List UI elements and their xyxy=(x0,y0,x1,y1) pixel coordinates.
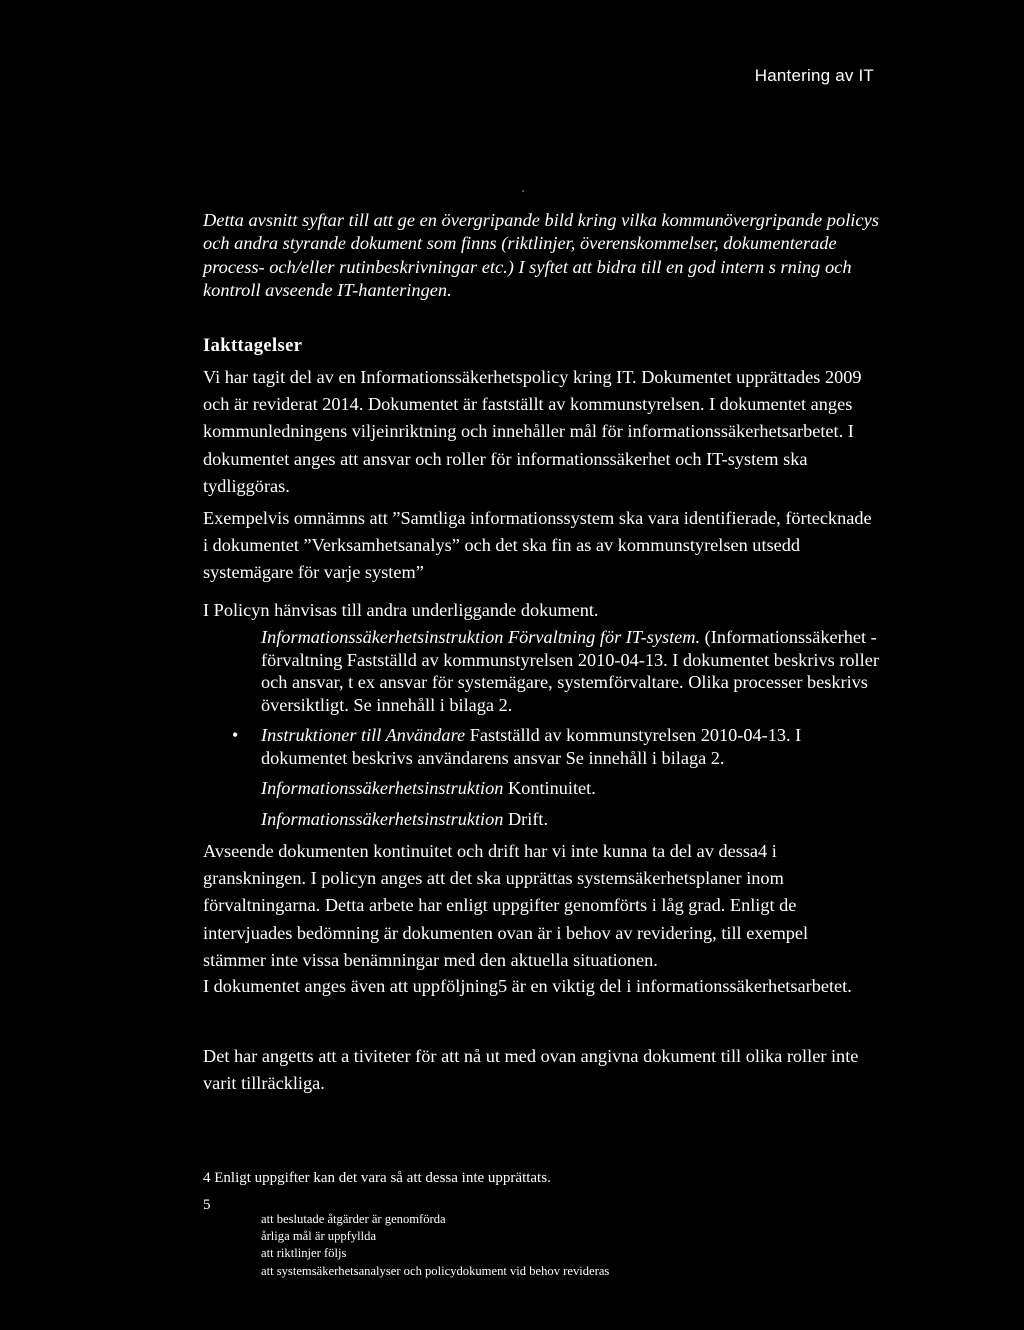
document-description: Fastställd av kommunstyrelsen 2010-04-13. I dokumentet beskrivs användarens ansvar Se innehåll i bilaga 2. xyxy=(261,725,802,768)
paragraph-continuity-drift: Avseende dokumenten kontinuitet och drift har vi inte kunna ta del av dessa4 i granskningen. I policyn anges att det ska upprättas systemsäkerhetsplaner inom förvaltningarna. Detta arbete har enligt uppgifter genomförts i låg grad. Enligt de intervjuades bedömning är dokumenten ovan är i behov av revidering, till exempel stämmer inte vissa benämningar med den aktuella situationen. xyxy=(203,841,809,970)
document-title: Informationssäkerhetsinstruktion Förvaltning för IT-system. xyxy=(261,627,701,647)
document-list xyxy=(203,626,883,838)
footnote-4: 4 Enligt uppgifter kan det vara så att dessa inte upprättats. xyxy=(203,1170,551,1186)
document-title: Informationssäkerhetsinstruktion xyxy=(261,808,504,829)
document-description: Kontinuitet. xyxy=(503,778,596,798)
document-list-item xyxy=(203,626,883,716)
document-list-item xyxy=(203,777,883,800)
scan-artifact-dot xyxy=(522,190,524,192)
footnote-5-list xyxy=(261,1211,609,1280)
paragraph-follow-up: I dokumentet anges även att uppföljning5 är en viktig del i informationssäkerhetsarbetet. xyxy=(203,976,852,996)
footnote-5-item: årliga mål är uppfyllda xyxy=(261,1229,377,1244)
paragraph-example-quote: Exempelvis omnämns att ”Samtliga informationssystem ska vara identifierade, förtecknade i dokumentet ”Verksamhetsanalys” och det ska fin as av kommunstyrelsen utsedd systemägare för varje system” xyxy=(203,508,872,583)
footnote-5-item: att systemsäkerhetsanalyser och policydokument vid behov revideras xyxy=(261,1263,610,1278)
document-list-item xyxy=(203,808,883,831)
document-description: Drift. xyxy=(503,808,549,829)
section-heading: Iakttagelser xyxy=(203,336,303,356)
document-title: Informationssäkerhetsinstruktion xyxy=(261,778,504,798)
footnote-5-number: 5 xyxy=(203,1197,211,1213)
paragraph-outreach: Det har angetts att a tiviteter för att nå ut med ovan angivna dokument till olika roller inte varit tillräckliga. xyxy=(203,1046,859,1094)
footnote-5-item: att riktlinjer följs xyxy=(261,1246,347,1261)
document-list-item xyxy=(203,724,883,769)
footnote-5-item: att beslutade åtgärder är genomförda xyxy=(261,1212,446,1226)
intro-paragraph: Detta avsnitt syftar till att ge en övergripande bild kring vilka kommunövergripande policys och andra styrande dokument som finns (riktlinjer, överenskommelser, dokumenterade process- och/eller rutinbeskrivningar etc.) I syftet att bidra till en god intern s rning och kontroll avseende IT-hanteringen. xyxy=(203,210,879,301)
page-header-title: Hantering av IT xyxy=(754,66,874,85)
paragraph-policy-description: Vi har tagit del av en Informationssäkerhetspolicy kring IT. Dokumentet upprättades 2009 och är reviderat 2014. Dokumentet är fastställt av kommunstyrelsen. I dokumentet anges kommunledningens viljeinriktning och innehåller mål för informationssäkerhetsarbetet. I dokumentet anges att ansvar och roller för informationssäkerhet och IT-system ska tydliggöras. xyxy=(203,367,862,496)
document-description: (Informationssäkerhet -förvaltning Fastställd av kommunstyrelsen 2010-04-13. I dokumentet beskrivs roller och ansvar, t ex ansvar för systemägare, systemförvaltare. Olika processer beskrivs översiktligt. Se innehåll i bilaga 2. xyxy=(261,627,879,715)
bullet-icon: • xyxy=(232,725,239,745)
paragraph-referenced-documents: I Policyn hänvisas till andra underliggande dokument. xyxy=(203,600,599,620)
document-title: Instruktioner till Användare xyxy=(261,725,466,745)
